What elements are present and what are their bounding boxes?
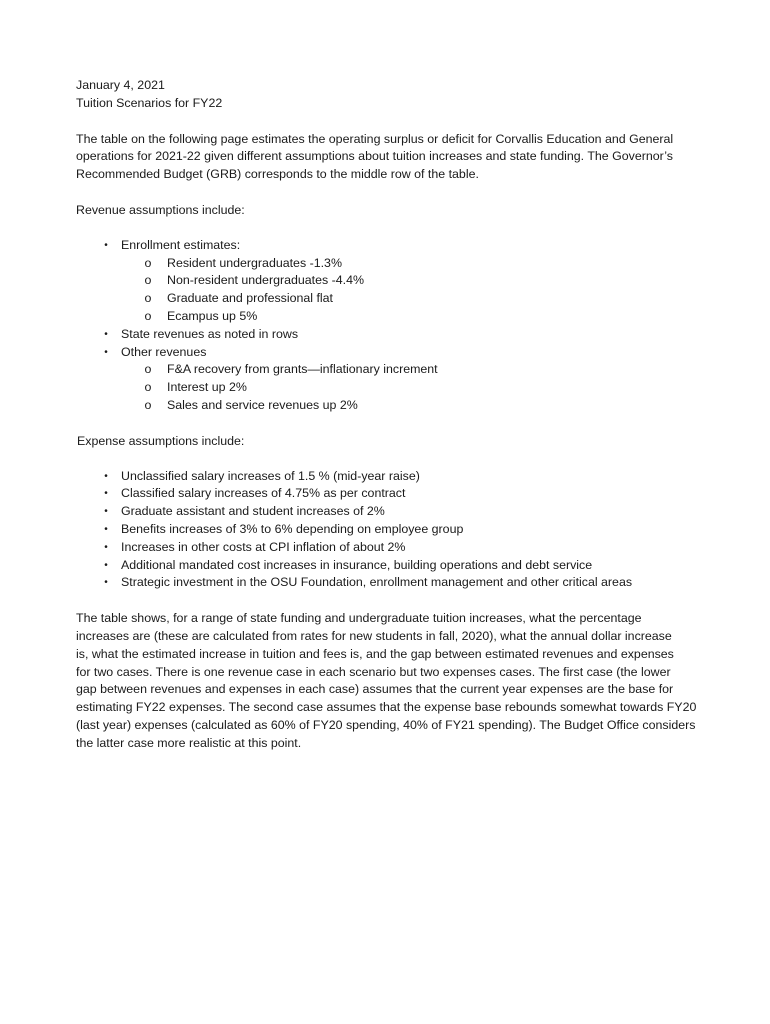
closing-line: for two cases. There is one revenue case in each scenario but two expenses cases. The first case (the lower bbox=[76, 664, 671, 679]
intro-paragraph bbox=[76, 131, 706, 184]
bullet-icon: • bbox=[104, 577, 108, 589]
revenue-item-other bbox=[76, 344, 706, 415]
revenue-item-enrollment bbox=[76, 237, 706, 326]
sublist-item: o Ecampus up 5% bbox=[121, 308, 706, 326]
enrollment-sublist bbox=[121, 255, 706, 326]
intro-line: The table on the following page estimates the operating surplus or deficit for Corvallis Education and General bbox=[76, 131, 674, 146]
closing-line: increases are (these are calculated from rates for new students in fall, 2020), what the annual dollar increase bbox=[76, 628, 672, 643]
spacer bbox=[76, 220, 706, 237]
closing-line: estimating FY22 expenses. The second case assumes that the expense base rebounds somewhat towards FY20 bbox=[76, 700, 697, 715]
expense-item: • Graduate assistant and student increases of 2% bbox=[76, 503, 706, 521]
sublist-item: o Resident undergraduates -1.3% bbox=[121, 255, 706, 273]
bullet-icon: • bbox=[104, 328, 108, 340]
spacer bbox=[76, 451, 706, 468]
expense-item: • Increases in other costs at CPI inflation of about 2% bbox=[76, 539, 706, 557]
closing-paragraph bbox=[76, 610, 701, 752]
document-date: January 4, 2021 bbox=[76, 78, 165, 92]
expense-item: • Benefits increases of 3% to 6% depending on employee group bbox=[76, 521, 706, 539]
document-title: Tuition Scenarios for FY22 bbox=[76, 95, 223, 110]
sublist-item: o Interest up 2% bbox=[121, 379, 706, 397]
revenue-item-label: Other revenues bbox=[121, 344, 207, 359]
expense-item: • Additional mandated cost increases in insurance, building operations and debt service bbox=[76, 557, 706, 575]
document-page bbox=[76, 77, 706, 753]
bullet-icon: • bbox=[104, 559, 108, 571]
revenue-item-label: State revenues as noted in rows bbox=[121, 326, 299, 341]
intro-line: operations for 2021-22 given different assumptions about tuition increases and state funding. The Governor’s bbox=[76, 149, 673, 164]
circle-bullet-icon: o bbox=[144, 362, 152, 377]
spacer bbox=[76, 113, 706, 131]
sublist-item: o Graduate and professional flat bbox=[121, 290, 706, 308]
closing-line: The table shows, for a range of state funding and undergraduate tuition increases, what the percentage bbox=[76, 611, 642, 626]
circle-bullet-icon: o bbox=[144, 255, 152, 270]
bullet-icon: • bbox=[104, 470, 108, 482]
sublist-item: o F&A recovery from grants—inflationary increment bbox=[121, 361, 706, 379]
intro-line: Recommended Budget (GRB) corresponds to the middle row of the table. bbox=[76, 167, 479, 182]
revenue-item-label: Enrollment estimates: bbox=[121, 237, 241, 252]
bullet-icon: • bbox=[104, 488, 108, 500]
bullet-icon: • bbox=[104, 523, 108, 535]
expense-item: • Unclassified salary increases of 1.5 % (mid-year raise) bbox=[76, 468, 706, 486]
expense-list bbox=[76, 468, 706, 593]
other-revenue-sublist bbox=[121, 361, 706, 414]
circle-bullet-icon: o bbox=[144, 273, 152, 288]
spacer bbox=[76, 184, 706, 202]
bullet-icon: • bbox=[104, 346, 108, 358]
expense-item: • Classified salary increases of 4.75% as per contract bbox=[76, 485, 706, 503]
circle-bullet-icon: o bbox=[144, 308, 152, 323]
bullet-icon: • bbox=[104, 239, 108, 251]
spacer bbox=[76, 415, 706, 433]
sublist-item: o Non-resident undergraduates -4.4% bbox=[121, 272, 706, 290]
closing-line: gap between revenues and expenses in each case) assumes that the current year expenses are the base for bbox=[76, 682, 674, 697]
closing-line: the latter case more realistic at this point. bbox=[76, 735, 302, 750]
bullet-icon: • bbox=[104, 541, 108, 553]
circle-bullet-icon: o bbox=[144, 380, 152, 395]
closing-line: is, what the estimated increase in tuition and fees is, and the gap between estimated revenues and expenses bbox=[76, 646, 674, 661]
revenue-heading: Revenue assumptions include: bbox=[76, 202, 245, 217]
sublist-item: o Sales and service revenues up 2% bbox=[121, 397, 706, 415]
circle-bullet-icon: o bbox=[144, 291, 152, 306]
revenue-list bbox=[76, 237, 706, 415]
circle-bullet-icon: o bbox=[144, 397, 152, 412]
spacer bbox=[76, 592, 706, 610]
expense-heading: Expense assumptions include: bbox=[77, 433, 245, 448]
closing-line: (last year) expenses (calculated as 60% of FY20 spending, 40% of FY21 spending). The Budget Office considers bbox=[76, 717, 696, 732]
expense-item: • Strategic investment in the OSU Foundation, enrollment management and other critical areas bbox=[76, 574, 706, 592]
revenue-item-state bbox=[76, 326, 706, 344]
bullet-icon: • bbox=[104, 506, 108, 518]
